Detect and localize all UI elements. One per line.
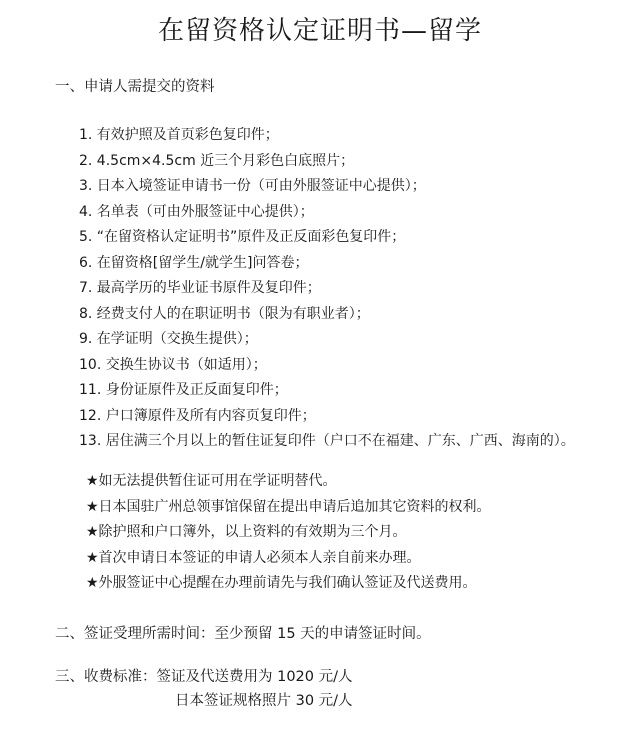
fee-photo-line: 日本签证规格照片 30 元/人 xyxy=(175,693,353,709)
list-item: 6. 在留资格[留学生/就学生]问答卷； xyxy=(79,254,309,271)
list-item: 1. 有效护照及首页彩色复印件； xyxy=(79,127,279,143)
section-heading-processing-time: 二、签证受理所需时间：至少预留 15 天的申请签证时间。 xyxy=(55,626,431,642)
notes-list xyxy=(86,469,491,597)
list-item: 12. 户口簿原件及所有内容页复印件； xyxy=(79,407,316,424)
list-item: 3. 日本入境签证申请书一份（可由外服签证中心提供）； xyxy=(79,178,426,194)
list-item: 8. 经费支付人的在职证明书（限为有职业者）； xyxy=(79,305,370,322)
list-item: 10. 交换生协议书（如适用）； xyxy=(79,356,267,373)
required-documents-list xyxy=(79,123,575,455)
page-title: 在留资格认定证明书—留学 xyxy=(157,16,482,46)
note-item: ★首次申请日本签证的申请人必须本人亲自前来办理。 xyxy=(86,549,421,566)
list-item: 4. 名单表（可由外服签证中心提供）； xyxy=(79,203,314,220)
note-item: ★外服签证中心提醒在办理前请先与我们确认签证及代送费用。 xyxy=(86,575,477,591)
list-item: 7. 最高学历的毕业证书原件及复印件； xyxy=(79,280,321,296)
list-item: 13. 居住满三个月以上的暂住证复印件（户口不在福建、广东、广西、海南的）。 xyxy=(79,433,575,449)
note-item: ★除护照和户口簿外，以上资料的有效期为三个月。 xyxy=(86,524,407,540)
list-item: 2. 4.5cm×4.5cm 近三个月彩色白底照片； xyxy=(79,152,355,169)
list-item: 9. 在学证明（交换生提供）； xyxy=(79,331,258,347)
list-item: 11. 身份证原件及正反面复印件； xyxy=(79,382,288,398)
note-item: ★日本国驻广州总领事馆保留在提出申请后追加其它资料的权利。 xyxy=(86,498,491,515)
list-item: 5. “在留资格认定证明书”原件及正反面彩色复印件； xyxy=(79,229,406,245)
note-item: ★如无法提供暂住证可用在学证明替代。 xyxy=(86,473,337,489)
section-heading-materials: 一、申请人需提交的资料 xyxy=(55,79,215,95)
section-heading-fees: 三、收费标准：签证及代送费用为 1020 元/人 xyxy=(55,669,353,685)
